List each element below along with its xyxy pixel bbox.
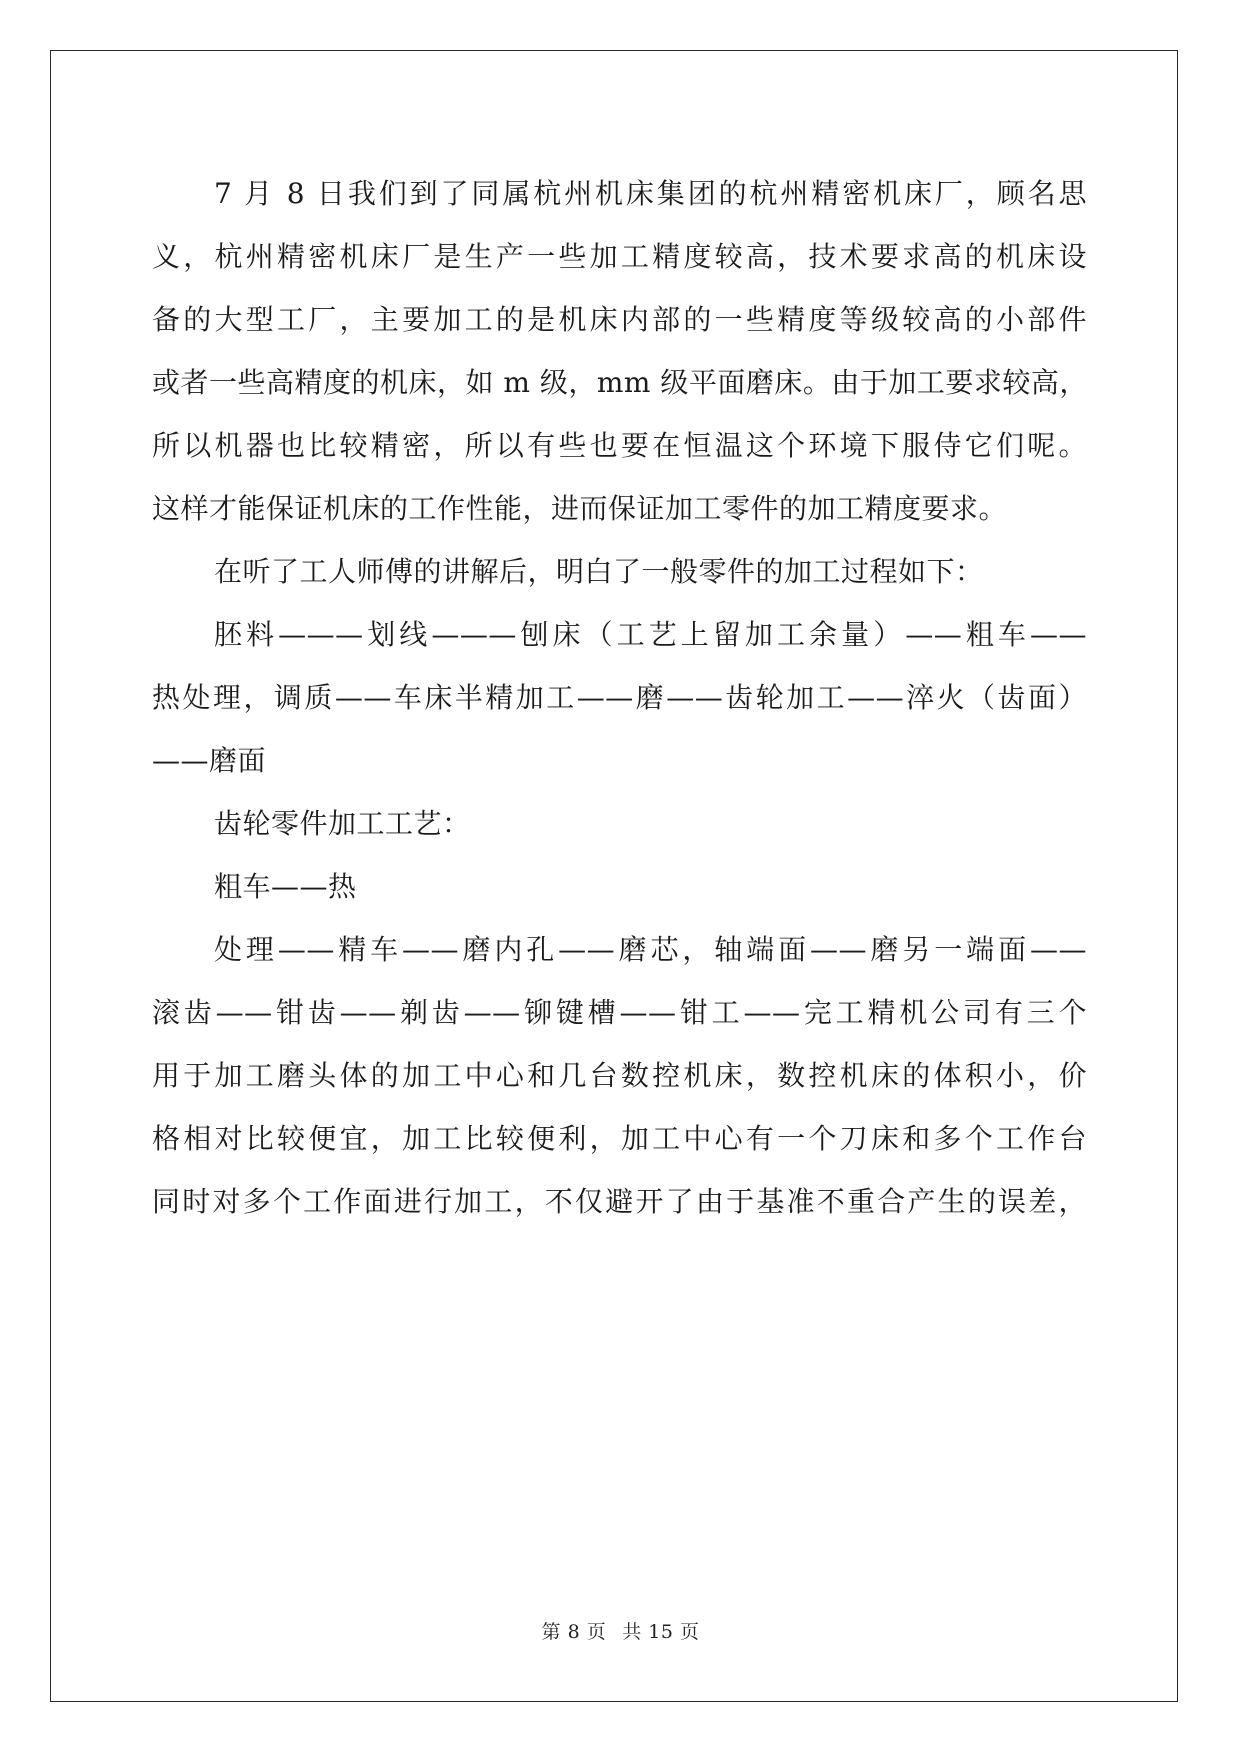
text-line: 热处理，调质——车床半精加工——磨——齿轮加工——淬火（齿面） bbox=[152, 681, 1087, 714]
page-footer bbox=[0, 1617, 1241, 1644]
text-line: 胚料———划线———刨床（工艺上留加工余量）——粗车—— bbox=[214, 618, 1087, 651]
text-line: 这样才能保证机床的工作性能，进而保证加工零件的加工精度要求。 bbox=[152, 492, 1008, 525]
text-line: 用于加工磨头体的加工中心和几台数控机床，数控机床的体积小，价 bbox=[152, 1059, 1087, 1092]
text-line: 所以机器也比较精密，所以有些也要在恒温这个环境下服侍它们呢。 bbox=[152, 429, 1087, 462]
text-line: 粗车——热 bbox=[214, 870, 357, 903]
text-line: 或者一些高精度的机床，如 m 级，mm 级平面磨床。由于加工要求较高， bbox=[152, 366, 1088, 399]
text-line: 齿轮零件加工工艺： bbox=[214, 807, 471, 840]
page-total: 共 15 页 bbox=[622, 1621, 700, 1643]
text-line: 义，杭州精密机床厂是生产一些加工精度较高，技术要求高的机床设 bbox=[152, 240, 1087, 273]
text-line: ——磨面 bbox=[152, 744, 267, 777]
text-line: 格相对比较便宜，加工比较便利，加工中心有一个刀床和多个工作台 bbox=[152, 1122, 1087, 1155]
text-line: 同时对多个工作面进行加工，不仅避开了由于基准不重合产生的误差， bbox=[152, 1185, 1087, 1218]
document-body bbox=[152, 162, 1087, 1233]
text-line: 滚齿——钳齿——剃齿——铆键槽——钳工——完工精机公司有三个 bbox=[152, 996, 1087, 1029]
text-line: 7 月 8 日我们到了同属杭州机床集团的杭州精密机床厂，顾名思 bbox=[214, 177, 1087, 210]
text-line: 在听了工人师傅的讲解后，明白了一般零件的加工过程如下： bbox=[214, 555, 984, 588]
text-line: 备的大型工厂，主要加工的是机床内部的一些精度等级较高的小部件 bbox=[152, 303, 1087, 336]
text-line: 处理——精车——磨内孔——磨芯，轴端面——磨另一端面—— bbox=[214, 933, 1087, 966]
page-number: 第 8 页 bbox=[541, 1621, 607, 1643]
